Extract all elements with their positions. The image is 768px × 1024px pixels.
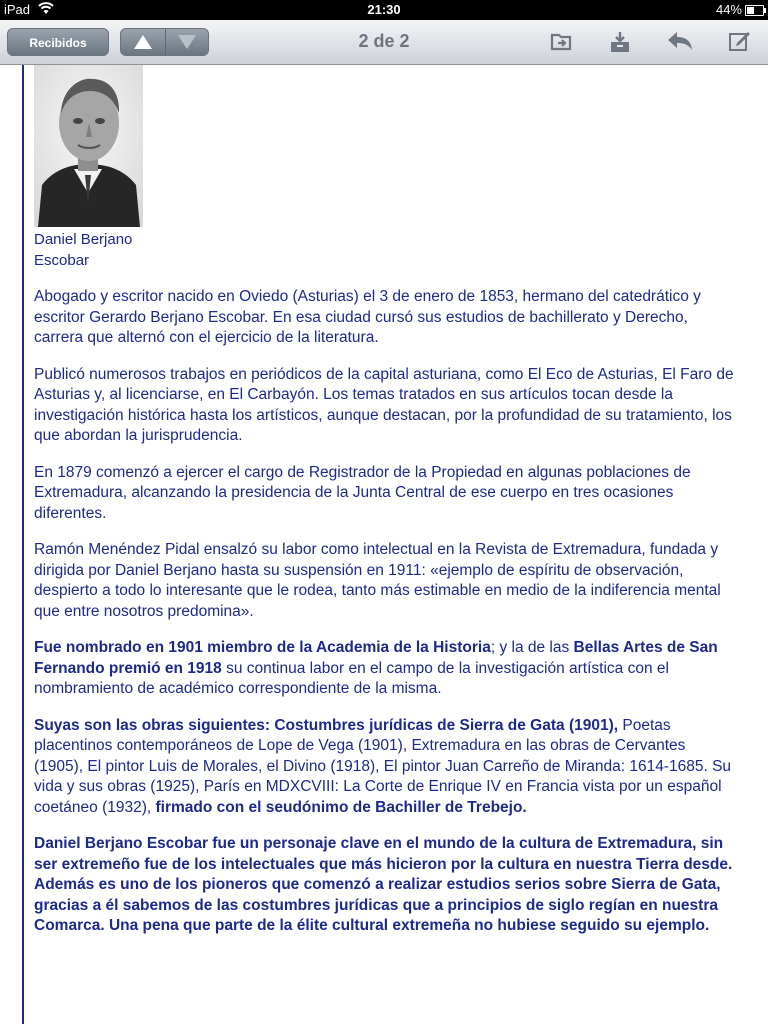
- paragraph: Publicó numerosos trabajos en periódicos de la capital asturiana, como El Eco de Asturias, El Faro de Asturias y, al licenciarse, en El Carbayón. Los temas tratados en sus artículos tocan desde la investigación histórica hasta los artísticos, aunque destacan, por la profundidad de su tratamiento, los que abordan la jurisprudencia.: [34, 365, 734, 444]
- clock: 21:30: [367, 2, 401, 17]
- compose-icon[interactable]: [728, 30, 754, 54]
- bold-text: Bellas Artes de San Fernando premió en 1918: [34, 639, 718, 677]
- battery-percentage: 44%: [715, 2, 742, 17]
- paragraph: Abogado y escritor nacido en Oviedo (Asturias) el 3 de enero de 1853, hermano del catedrático y escritor Gerardo Berjano Escobar. En esa ciudad cursó sus estudios de bachillerato y Derecho, carrera que alternó con el ejercicio de la literatura.: [34, 288, 701, 346]
- bold-text: firmado con el seudónimo de Bachiller de Trebejo.: [155, 798, 527, 816]
- paragraph: [34, 638, 736, 700]
- paragraph: Ramón Menéndez Pidal ensalzó su labor como intelectual en la Revista de Extremadura, fundada y dirigida por Daniel Berjano hasta su suspensión en 1911: «ejemplo de espíritu de observación, despierto a todo lo interesante que le rodea, tanto más estimable en medio de la indiferencia mental que entre nosotros predomina».: [34, 541, 721, 620]
- status-bar: [0, 0, 768, 20]
- message-body[interactable]: [0, 65, 768, 1024]
- photo-caption: [34, 229, 132, 271]
- reply-icon[interactable]: [666, 30, 692, 54]
- text: ; y la de las: [490, 639, 574, 656]
- text: su continua labor en el campo de la investigación artística con el nombramiento de académico correspondiente de la misma.: [34, 659, 669, 697]
- archive-box-icon[interactable]: [608, 30, 634, 54]
- paragraph: Daniel Berjano Escobar fue un personaje clave en el mundo de la cultura de Extremadura, sin ser extremeño fue de los intelectuales que más hicieron por la cultura en nuestra Tierra desde. Además es uno de los pioneros que comenzó a realizar estudios serios sobre Sierra de Gata, gracias a él sabemos de las costumbres jurídicas que a principios de siglo regían en nuestra Comarca. Una pena que parte de la élite cultural extremeña no hubiese seguido su ejemplo.: [34, 835, 733, 934]
- bold-text: Suyas son las obras siguientes: Costumbres jurídicas de Sierra de Gata (1901),: [34, 716, 619, 734]
- mail-toolbar: [0, 20, 768, 65]
- paragraph: [34, 716, 736, 819]
- battery-icon: [745, 5, 764, 16]
- inbox-button[interactable]: Recibidos: [7, 28, 109, 56]
- caption-line: Escobar: [34, 252, 90, 269]
- text: Poetas placentinos contemporáneos de Lope de Vega (1901), Extremadura en las obras de Cervantes (1905), El pintor Luis de Morales, el Divino (1918), El pintor Juan Carreño de Miranda: 1614-1685. Su vida y sus obras (1925), París en MDXCVIII: La Corte de Enrique IV en Francia vista por un español coetáneo (1932),: [34, 716, 732, 816]
- folder-move-icon[interactable]: [550, 30, 576, 54]
- message-counter: 2 de 2: [358, 31, 410, 51]
- portrait-photo: [34, 65, 143, 227]
- article-text: [34, 287, 736, 953]
- carrier-label: iPad: [4, 2, 31, 17]
- bold-text: Fue nombrado en 1901 miembro de la Academia de la Historia: [34, 639, 491, 656]
- caption-line: Daniel Berjano: [34, 231, 133, 248]
- quote-border: [22, 65, 24, 1024]
- paragraph: En 1879 comenzó a ejercer el cargo de Registrador de la Propiedad en algunas poblaciones de Extremadura, alcanzando la presidencia de la Junta Central de ese cuerpo en tres ocasiones diferentes.: [34, 463, 691, 522]
